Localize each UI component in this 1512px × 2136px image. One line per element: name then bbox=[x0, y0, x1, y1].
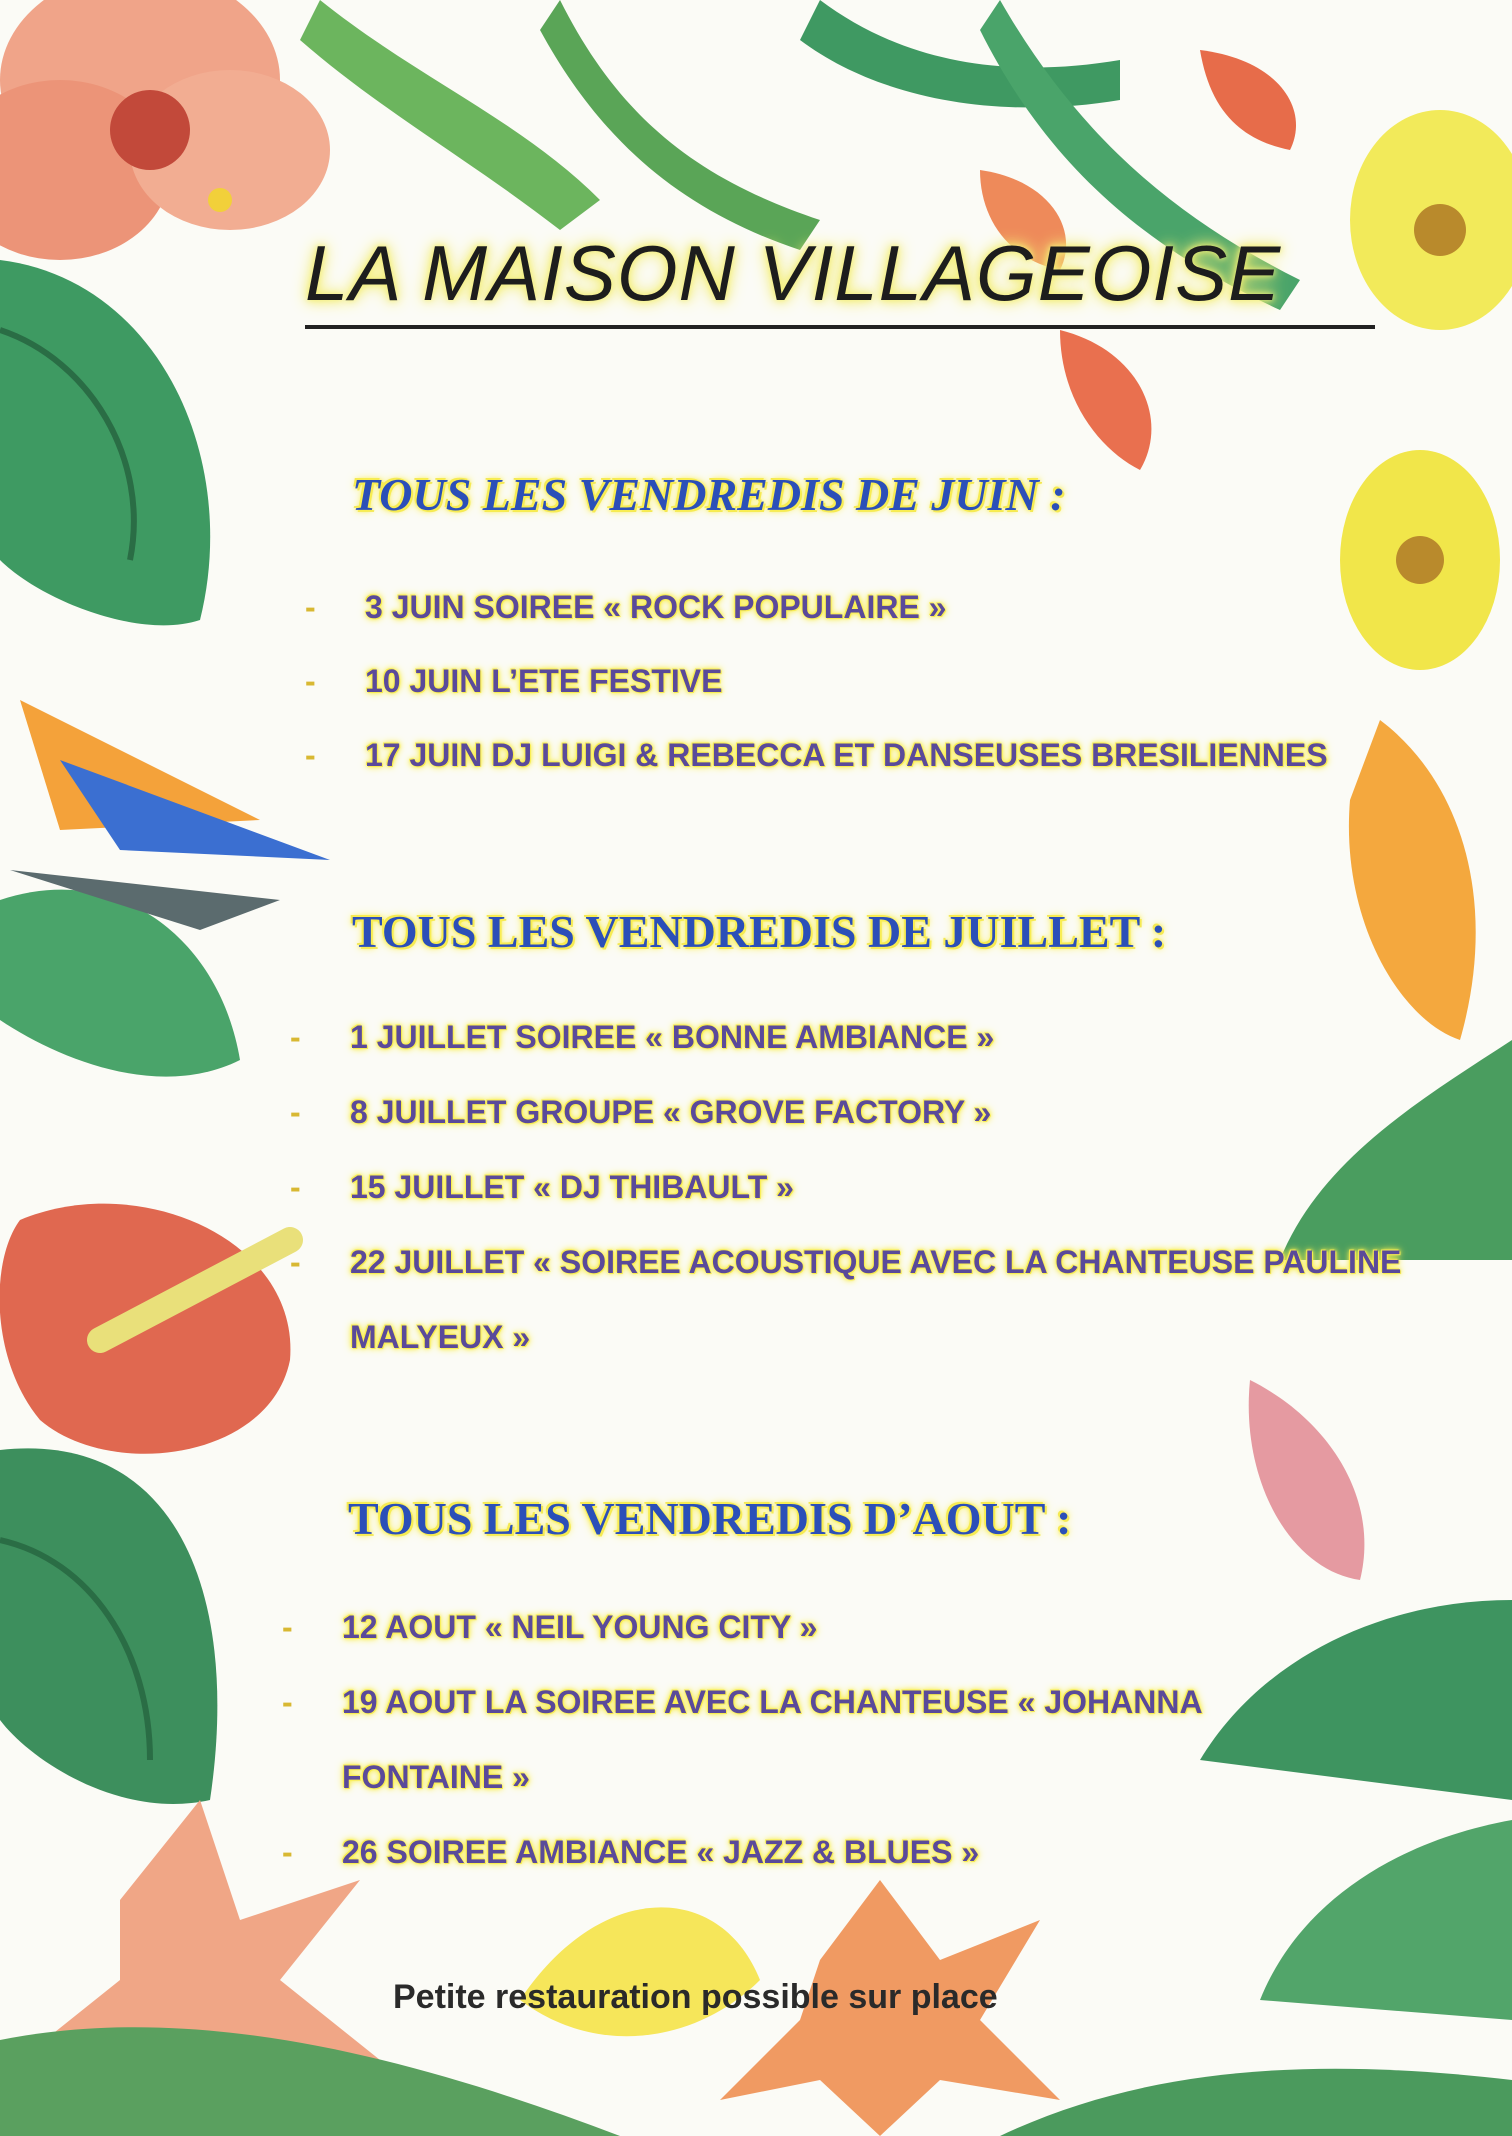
event-text: 10 JUIN L’ETE FESTIVE bbox=[365, 663, 723, 699]
event-text: 17 JUIN DJ LUIGI & REBECCA ET DANSEUSES BRESILIENNES bbox=[365, 737, 1328, 773]
section-heading-juillet: TOUS LES VENDREDIS DE JUILLET : bbox=[352, 906, 1167, 957]
event-item bbox=[290, 1150, 794, 1224]
event-item bbox=[282, 1590, 817, 1664]
event-text: 22 JUILLET « SOIREE ACOUSTIQUE AVEC LA CHANTEUSE PAULINE bbox=[350, 1244, 1402, 1280]
section-heading-aout: TOUS LES VENDREDIS D’AOUT : bbox=[348, 1493, 1072, 1544]
event-item bbox=[305, 570, 946, 644]
event-text: 26 SOIREE AMBIANCE « JAZZ & BLUES » bbox=[342, 1834, 980, 1870]
bullet-dash: - bbox=[305, 737, 316, 773]
flyer-title: LA MAISON VILLAGEOISE bbox=[305, 229, 1282, 317]
event-item-continued bbox=[342, 1740, 530, 1814]
bullet-dash: - bbox=[290, 1244, 301, 1280]
bullet-dash: - bbox=[290, 1094, 301, 1130]
event-text: MALYEUX » bbox=[350, 1319, 531, 1355]
event-text: 1 JUILLET SOIREE « BONNE AMBIANCE » bbox=[350, 1019, 995, 1055]
event-text: 8 JUILLET GROUPE « GROVE FACTORY » bbox=[350, 1094, 992, 1130]
event-text: 12 AOUT « NEIL YOUNG CITY » bbox=[342, 1609, 818, 1645]
title-underline bbox=[305, 325, 1375, 329]
event-text: 15 JUILLET « DJ THIBAULT » bbox=[350, 1169, 794, 1205]
footer-note: Petite restauration possible sur place bbox=[393, 1978, 998, 2016]
bullet-dash: - bbox=[305, 589, 316, 625]
bullet-dash: - bbox=[290, 1019, 301, 1055]
event-item bbox=[282, 1665, 1203, 1739]
event-item bbox=[290, 1075, 991, 1149]
bullet-dash: - bbox=[282, 1834, 293, 1870]
bullet-dash: - bbox=[290, 1169, 301, 1205]
bullet-dash: - bbox=[282, 1684, 293, 1720]
event-text: FONTAINE » bbox=[342, 1759, 530, 1795]
event-text: 19 AOUT LA SOIREE AVEC LA CHANTEUSE « JOHANNA bbox=[342, 1684, 1203, 1720]
event-text: 3 JUIN SOIREE « ROCK POPULAIRE » bbox=[365, 589, 947, 625]
bullet-dash: - bbox=[282, 1609, 293, 1645]
bullet-dash: - bbox=[305, 663, 316, 699]
event-item bbox=[305, 644, 722, 718]
event-item-continued bbox=[350, 1300, 530, 1374]
section-heading-juin: TOUS LES VENDREDIS DE JUIN : bbox=[352, 469, 1066, 520]
event-item bbox=[305, 718, 1328, 792]
event-item bbox=[282, 1815, 979, 1889]
event-item bbox=[290, 1225, 1401, 1299]
event-item bbox=[290, 1000, 994, 1074]
